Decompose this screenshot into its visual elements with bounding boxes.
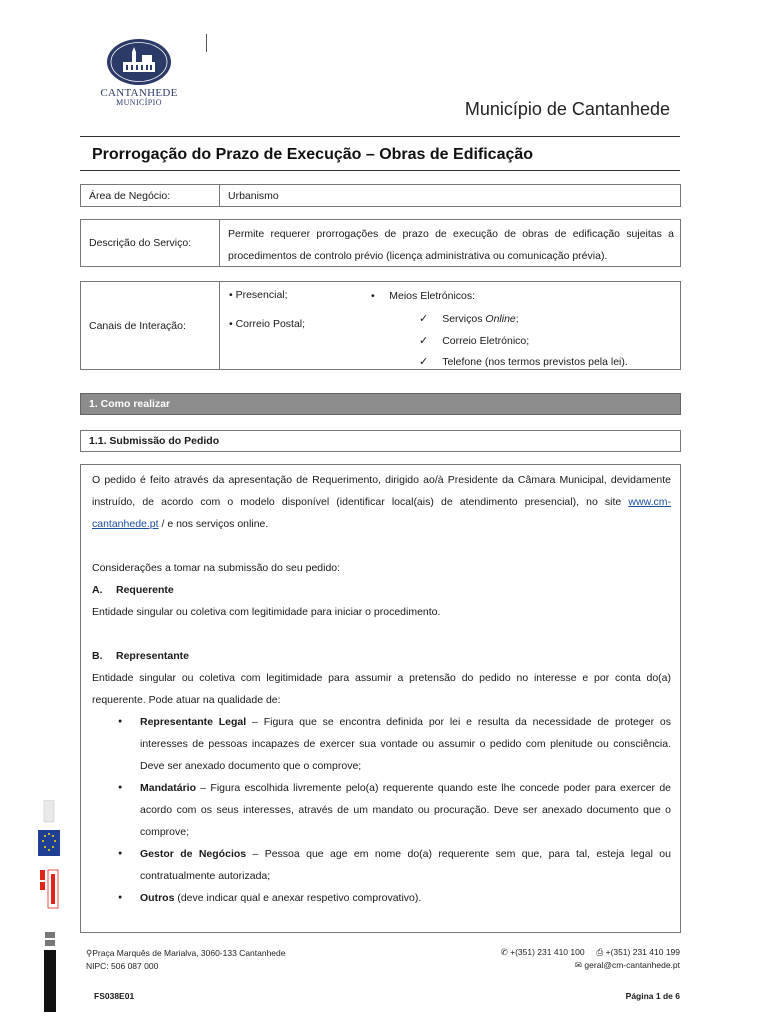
list-item: ● Mandatário – Figura escolhida livremente pelo(a) requerente quando este lhe concede poder para exercer de acordo com os seus interesses, através de um mandato ou procuração. Deve ser anexado documento que o comprove; xyxy=(118,777,671,843)
municipality-title: Município de Cantanhede xyxy=(464,99,670,119)
service-description-value: Permite requerer prorrogações de prazo de execução de obras de edificação sujeitas a procedimentos de controlo prévio (licença administrativa ou comunicação prévia). xyxy=(228,228,674,262)
location-pin-icon: ⚲ xyxy=(86,948,93,958)
centro2020-logo-icon xyxy=(42,930,58,1014)
representante-text: Entidade singular ou coletiva com legitimidade para assumir a pretensão do pedido no interesse e por conta do(a) requerente. Pode atuar na qualidade de: xyxy=(92,672,671,706)
submission-content xyxy=(80,464,681,933)
footer-address: ⚲Praça Marquês de Marialva, 3060-133 Cantanhede NIPC: 506 087 000 xyxy=(86,948,286,971)
title-bottom-rule xyxy=(80,170,680,171)
service-description-label: Descrição do Serviço: xyxy=(81,220,220,266)
page-number: Página 1 de 6 xyxy=(625,991,680,1001)
form-code: FS038E01 xyxy=(94,991,135,1001)
channel-online: ✓ Serviços Online; xyxy=(419,313,519,325)
business-area-label: Área de Negócio: xyxy=(81,185,220,206)
subsection-heading: 1.1. Submissão do Pedido xyxy=(80,430,681,452)
title-top-rule xyxy=(80,136,680,137)
business-area-row xyxy=(80,184,681,207)
page-title: Prorrogação do Prazo de Execução – Obras de Edificação xyxy=(92,146,534,163)
website-link[interactable]: www.cm-cantanhede.pt xyxy=(92,496,671,530)
intro-paragraph: O pedido é feito através da apresentação de Requerimento, dirigido ao/à Presidente da Câmara Municipal, devidamente instruído, de acordo com o modelo disponível (identificar local(ais) de atendimento presencial), no site www.cm-cantanhede.pt / e nos serviços online. xyxy=(92,474,671,530)
logo-emblem-icon xyxy=(106,38,172,86)
footer-contacts: ✆ +(351) 231 410 100 ⎙ +(351) 231 410 199 ✉ geral@cm-cantanhede.pt xyxy=(500,947,680,970)
section-heading: 1. Como realizar xyxy=(80,393,681,415)
interaction-channels-label: Canais de Interação: xyxy=(81,282,220,369)
heading-representante: B. Representante xyxy=(92,650,189,662)
channel-electronic: • Meios Eletrónicos: xyxy=(371,290,476,302)
eu-flag-icon xyxy=(38,830,60,856)
portugal2020-logo-icon xyxy=(40,870,58,908)
header-divider xyxy=(206,34,207,52)
heading-requerente: A. Requerente xyxy=(92,584,174,596)
requerente-text: Entidade singular ou coletiva com legitimidade para iniciar o procedimento. xyxy=(92,606,441,618)
municipality-logo xyxy=(96,38,182,107)
checkmark-icon: ✓ xyxy=(419,313,429,325)
checkmark-icon: ✓ xyxy=(419,335,429,347)
funding-logos xyxy=(30,800,62,1020)
logo-name: CANTANHEDE xyxy=(100,87,178,99)
channel-email: ✓ Correio Eletrónico; xyxy=(419,335,530,347)
channel-postal: • Correio Postal; xyxy=(229,318,306,330)
footer-email: geral@cm-cantanhede.pt xyxy=(584,960,680,970)
checkmark-icon: ✓ xyxy=(419,356,429,368)
footer-nipc: NIPC: 506 087 000 xyxy=(86,961,159,971)
fax-icon: ⎙ xyxy=(596,947,604,957)
channel-phone: ✓ Telefone (nos termos previstos pela lei). xyxy=(419,356,628,368)
list-item: ● Representante Legal – Figura que se encontra definida por lei e resulta da necessidade de proteger os interesses de pessoas incapazes de exercer sua vontade ou assumir o pedido com plenitude ou consciência. Deve ser anexado documento que o comprove; xyxy=(118,711,671,777)
logo-subtitle: MUNICÍPIO xyxy=(116,98,162,107)
representative-types-list xyxy=(118,711,671,909)
business-area-value: Urbanismo xyxy=(228,189,279,202)
list-item: ● Gestor de Negócios – Pessoa que age em nome do(a) requerente sem que, para tal, esteja legal ou contratualmente autorizada; xyxy=(118,843,671,887)
channel-electronic-label: Meios Eletrónicos: xyxy=(389,290,476,302)
service-description-row xyxy=(80,219,681,267)
considerations-text: Considerações a tomar na submissão do seu pedido: xyxy=(92,562,341,574)
cofinance-label-icon xyxy=(44,800,54,822)
list-item: ● Outros (deve indicar qual e anexar respetivo comprovativo). xyxy=(118,887,671,909)
interaction-channels-row xyxy=(80,281,681,370)
phone-icon: ✆ xyxy=(500,947,508,957)
channel-presencial: • Presencial; xyxy=(229,289,288,301)
email-icon: ✉ xyxy=(574,960,583,970)
